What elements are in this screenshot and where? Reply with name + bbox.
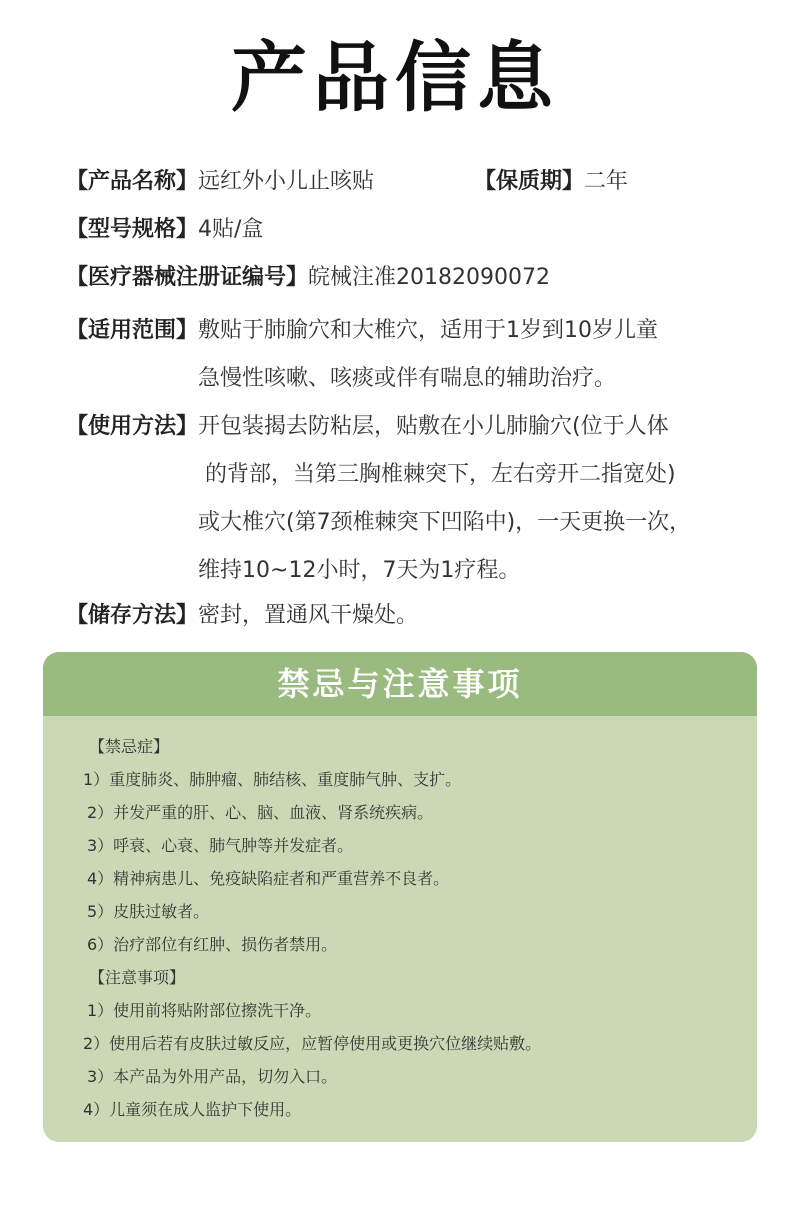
notice-panel [43, 652, 757, 1142]
product-name-value: 远红外小儿止咳贴 [198, 169, 375, 194]
spec-label: 【型号规格】 [66, 217, 199, 242]
usage-line: 的背部，当第三胸椎棘突下，左右旁开二指宽处) [198, 462, 676, 487]
usage-row [66, 403, 746, 595]
contraindications-title: 【禁忌症】 [89, 737, 170, 756]
usage-line: 开包装揭去防粘层，贴敷在小儿肺腧穴(位于人体 [198, 414, 669, 439]
contraindication-item: 3）呼衰、心衰、肺气肿等并发症者。 [87, 836, 354, 855]
shelf-life-label: 【保质期】 [474, 169, 585, 194]
spec-row [66, 211, 746, 249]
caution-item: 4）儿童须在成人监护下使用。 [83, 1100, 302, 1119]
registration-value: 皖械注准20182090072 [308, 265, 550, 290]
caution-item: 1）使用前将贴附部位擦洗干净。 [87, 1001, 322, 1020]
product-name-label: 【产品名称】 [66, 169, 199, 194]
contraindication-item: 5）皮肤过敏者。 [87, 902, 210, 921]
scope-line: 急慢性咳嗽、咳痰或伴有喘息的辅助治疗。 [198, 366, 617, 391]
scope-line: 敷贴于肺腧穴和大椎穴，适用于1岁到10岁儿童 [198, 318, 659, 343]
registration-row [66, 259, 746, 297]
page-title: 产品信息 [231, 33, 559, 122]
storage-label: 【储存方法】 [66, 603, 199, 628]
shelf-life-value: 二年 [584, 169, 629, 194]
usage-line: 或大椎穴(第7颈椎棘突下凹陷中)，一天更换一次， [198, 510, 692, 535]
usage-label: 【使用方法】 [66, 414, 199, 439]
usage-line: 维持10~12小时，7天为1疗程。 [198, 558, 521, 583]
usage-value [198, 403, 718, 595]
notice-panel-header: 禁忌与注意事项 [43, 652, 757, 716]
contraindication-item: 6）治疗部位有红肿、损伤者禁用。 [87, 935, 338, 954]
caution-item: 2）使用后若有皮肤过敏反应，应暂停使用或更换穴位继续贴敷。 [83, 1034, 542, 1053]
contraindication-item: 1）重度肺炎、肺肿瘤、肺结核、重度肺气肿、支扩。 [83, 770, 462, 789]
storage-row [66, 597, 746, 635]
registration-label: 【医疗器械注册证编号】 [66, 265, 309, 290]
cautions-title: 【注意事项】 [89, 968, 186, 987]
scope-label: 【适用范围】 [66, 318, 199, 343]
contraindication-item: 4）精神病患儿、免疫缺陷症者和严重营养不良者。 [87, 869, 450, 888]
product-info [66, 163, 746, 645]
scope-value [198, 307, 718, 403]
spec-value: 4贴/盒 [198, 217, 264, 242]
caution-item: 3）本产品为外用产品，切勿入口。 [87, 1067, 338, 1086]
product-name-row [66, 163, 746, 201]
storage-value: 密封，置通风干燥处。 [198, 603, 419, 628]
scope-row [66, 307, 746, 403]
notice-panel-body [43, 716, 757, 1126]
contraindication-item: 2）并发严重的肝、心、脑、血液、肾系统疾病。 [87, 803, 434, 822]
